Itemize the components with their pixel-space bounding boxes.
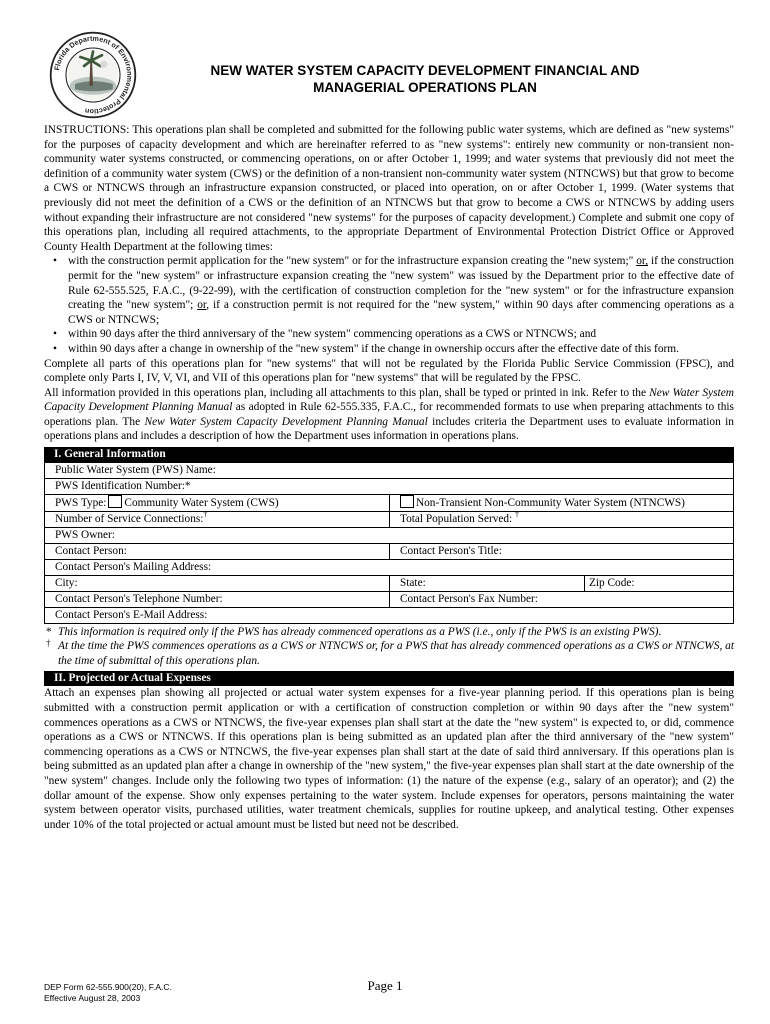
pws-id-field[interactable] — [45, 479, 734, 495]
section-2-heading: II. Projected or Actual Expenses — [44, 671, 734, 686]
pws-type-label: PWS Type: — [55, 497, 107, 510]
footnote-mark: † — [46, 638, 51, 649]
telephone-label: Contact Person's Telephone Number: — [55, 592, 223, 605]
page-number: Page 1 — [367, 978, 403, 993]
p3-text-a: All information provided in this operations plan, including all attachments to this plan, shall be typed or printed in ink. Refer to the — [44, 386, 647, 399]
bullet1-text-a: with the construction permit application for the "new system" or for the infrastructure expansion creating the "new system;" — [68, 255, 634, 268]
pws-id-label: PWS Identification Number:* — [55, 480, 191, 493]
zip-code-field[interactable] — [585, 575, 734, 591]
general-information-table — [44, 462, 734, 624]
footnote-mark: * — [46, 625, 52, 638]
page-title — [150, 62, 700, 96]
mailing-address-label: Contact Person's Mailing Address: — [55, 560, 212, 573]
ntncws-option-label: Non-Transient Non-Community Water System (NTNCWS) — [416, 497, 685, 510]
cws-option-label: Community Water System (CWS) — [124, 497, 279, 510]
seal-text: Florida Department of Environmental Protection — [52, 33, 135, 117]
pws-owner-label: PWS Owner: — [55, 528, 115, 541]
state-field[interactable] — [390, 575, 585, 591]
form-body — [44, 123, 734, 832]
fax-field[interactable] — [390, 591, 734, 607]
ntncws-checkbox[interactable] — [400, 495, 414, 508]
service-connections-field[interactable] — [45, 511, 390, 527]
footnote-asterisk — [44, 625, 734, 640]
effective-date: Effective August 28, 2003 — [44, 993, 141, 1003]
cws-checkbox[interactable] — [108, 495, 122, 508]
pws-type-cws-cell — [45, 495, 390, 512]
pws-type-ntncws-cell — [390, 495, 734, 512]
instructions-intro: INSTRUCTIONS: This operations plan shall be completed and submitted for the following public water systems, which are defined as "new systems" for the purposes of capacity development and which are hereinafter referred to as "new systems": entirely new community or non-transient non-community water systems constructed, or commencing operations, on or after October 1, 1999; and water systems that previously did not meet the definition of a community water system (CWS) or the definition of a non-transient non-community water system (NTNCWS) but that grow to become a CWS or NTNCWS through an infrastructure expansion constructed, or placed into operation, on or after October 1, 1999. (Water systems that previously did not meet the definition of a CWS or the definition of an NTNCWS but that grow to become a CWS or NTNCWS by adding users without expanding their infrastructure are not considered "new systems" for the purposes of capacity development.) Complete and submit one copy of this operations plan, including all required attachments, to the appropriate Department of Environmental Protection District Office or Approved County Health Department at the following times: — [44, 124, 734, 253]
footnote-text: This information is required only if the PWS has already commenced operations as a PWS (i.e., only if the PWS is an existing PWS). — [58, 625, 662, 638]
contact-person-label: Contact Person: — [55, 544, 127, 557]
section-2-body: Attach an expenses plan showing all projected or actual water system expenses for a five-year planning period. If this operations plan is being submitted with a construction permit application or with a certification of construction completion or within 90 days after the "new system" commences operations as a CWS or NTNCWS, the five-year expenses plan shall start at the date the "new system" is expected to, or did, commence operations as a CWS or NTNCWS. If this operations plan is being submitted as an updated plan after the third anniversary of the "new system" commencing operations as a CWS or NTNCWS, the five-year expenses plan shall start at the date of said third anniversary. If this operations plan is being submitted as an updated plan after a change in ownership of the "new system," the five-year expenses plan shall start at the date ownership of the "new system" changes. Include only the following two types of information: (1) the nature of the expense (e.g., salary of an operator); and (2) the dollar amount of the expense. Show only expenses pertaining to the water system. Include expenses for operators, persons maintaining the water system between operator visits, purchased utilities, water treatment chemicals, supplies for routine upkeep, and analytical testing. Other expenses under 10% of the total projected or actual amount must be listed but need not be described. — [44, 687, 734, 831]
dagger-mark: † — [515, 509, 519, 519]
bullet1-text-c: , if a construction permit is not required for the "new system," within 90 days after commencing operations as a CWS or NTNCWS; — [68, 299, 734, 326]
section-1-footnotes — [44, 625, 734, 669]
email-field[interactable] — [45, 607, 734, 623]
contact-title-field[interactable] — [390, 543, 734, 559]
pws-owner-field[interactable] — [45, 527, 734, 543]
list-item: • within 90 days after a change in ownership of the "new system" if the change in ownership occurs after the effective date of this form. — [68, 342, 734, 357]
dagger-mark: † — [203, 509, 208, 519]
p3-text-b: as adopted in Rule 62-555.335, F.A.C., for recommended formats to use when preparing attachments to this operations plan. The — [44, 401, 734, 428]
p3-text-c: includes criteria the Department uses to evaluate information in operations plans and includes a description of how the Department uses information in operations plans. — [44, 415, 735, 443]
zip-code-label: Zip Code: — [589, 576, 635, 589]
state-label: State: — [400, 576, 426, 589]
submission-times-list — [44, 254, 734, 356]
manual-title-2: New Water System Capacity Development Planning Manual — [144, 415, 428, 428]
population-served-label: Total Population Served: — [400, 512, 513, 525]
footnote-dagger — [44, 639, 734, 668]
city-field[interactable] — [45, 575, 390, 591]
bullet1-or: or, — [636, 255, 649, 268]
contact-title-label: Contact Person's Title: — [400, 544, 502, 557]
footnote-text: At the time the PWS commences operations as a CWS or NTNCWS or, for a PWS that has already commenced operations as a CWS or NTNCWS, at the time of submittal of this operations plan. — [58, 640, 735, 667]
fax-label: Contact Person's Fax Number: — [400, 592, 538, 605]
title-line-2: MANAGERIAL OPERATIONS PLAN — [313, 80, 537, 95]
service-connections-label: Number of Service Connections: — [55, 512, 204, 525]
city-label: City: — [55, 576, 78, 589]
pws-name-label: Public Water System (PWS) Name: — [55, 464, 216, 477]
manual-title: New Water System Capacity Development Planning Manual — [44, 386, 734, 414]
dep-seal-logo — [48, 30, 138, 120]
title-line-1: NEW WATER SYSTEM CAPACITY DEVELOPMENT FINANCIAL AND — [210, 63, 640, 78]
list-item — [68, 254, 734, 327]
email-label: Contact Person's E-Mail Address: — [55, 608, 208, 621]
population-served-field[interactable] — [390, 511, 734, 527]
bullet1-text-b: if the construction permit for the "new system" or infrastructure expansion creating the "new system" was issued by the Department prior to the effective date of Rule 62-555.525, F.A.C., (9-22-99), with the certification of construction completion for the "new system" or for the infrastructure expansion creating the "new system"; — [68, 255, 734, 312]
instructions-manual — [44, 386, 734, 444]
telephone-field[interactable] — [45, 591, 390, 607]
list-item: • within 90 days after the third anniversary of the "new system" commencing operations as a CWS or NTNCWS; and — [68, 327, 734, 342]
form-number: DEP Form 62-555.900(20), F.A.C. — [44, 982, 172, 992]
mailing-address-field[interactable] — [45, 559, 734, 575]
section-1-heading: I. General Information — [44, 447, 734, 462]
pws-name-field[interactable] — [45, 463, 734, 479]
bullet1-or2: or — [197, 299, 207, 312]
instructions-fpsc: Complete all parts of this operations plan for "new systems" that will not be regulated by the Florida Public Service Commission (FPSC), and complete only Parts I, IV, V, VI, and VII of this operations plan for "new systems" that will be regulated by the FPSC. — [44, 357, 734, 385]
contact-person-field[interactable] — [45, 543, 390, 559]
